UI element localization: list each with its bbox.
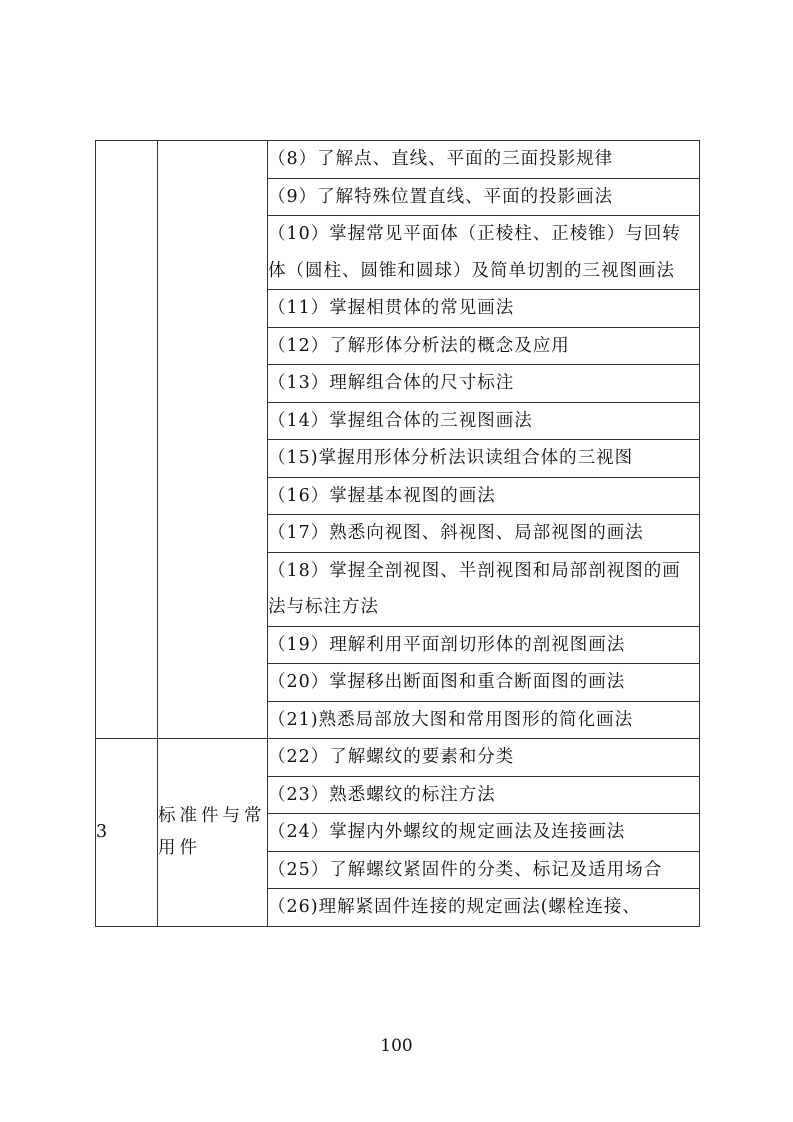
- section-name: 标准件与常用件: [158, 739, 268, 927]
- course-outline-table: [95, 140, 700, 927]
- section-number: 3: [96, 739, 158, 927]
- table-row: [96, 739, 700, 777]
- outline-item: （10）掌握常见平面体（正棱柱、正棱锥）与回转体（圆柱、圆锥和圆球）及简单切割的三视图画法: [268, 216, 700, 290]
- outline-item: （14）掌握组合体的三视图画法: [268, 402, 700, 440]
- outline-item: （17）熟悉向视图、斜视图、局部视图的画法: [268, 515, 700, 553]
- outline-item: （26)理解紧固件连接的规定画法(螺栓连接、: [268, 889, 700, 927]
- outline-item: （24）掌握内外螺纹的规定画法及连接画法: [268, 814, 700, 852]
- outline-item: （9）了解特殊位置直线、平面的投影画法: [268, 178, 700, 216]
- outline-item: （16）掌握基本视图的画法: [268, 477, 700, 515]
- outline-item: （23）熟悉螺纹的标注方法: [268, 776, 700, 814]
- outline-item: （15)掌握用形体分析法识读组合体的三视图: [268, 440, 700, 478]
- page-number: 100: [380, 1036, 413, 1056]
- outline-item: （21)熟悉局部放大图和常用图形的简化画法: [268, 701, 700, 739]
- table-row: [96, 141, 700, 179]
- section-name-cell-empty: [158, 141, 268, 739]
- outline-item: （11）掌握相贯体的常见画法: [268, 290, 700, 328]
- outline-item: （22）了解螺纹的要素和分类: [268, 739, 700, 777]
- outline-item: （18）掌握全剖视图、半剖视图和局部剖视图的画法与标注方法: [268, 552, 700, 626]
- outline-item: （20）掌握移出断面图和重合断面图的画法: [268, 664, 700, 702]
- outline-item: （13）理解组合体的尺寸标注: [268, 365, 700, 403]
- section-number-cell-empty: [96, 141, 158, 739]
- outline-item: （19）理解利用平面剖切形体的剖视图画法: [268, 626, 700, 664]
- outline-item: （12）了解形体分析法的概念及应用: [268, 327, 700, 365]
- outline-item: （25）了解螺纹紧固件的分类、标记及适用场合: [268, 851, 700, 889]
- outline-item: （8）了解点、直线、平面的三面投影规律: [268, 141, 700, 179]
